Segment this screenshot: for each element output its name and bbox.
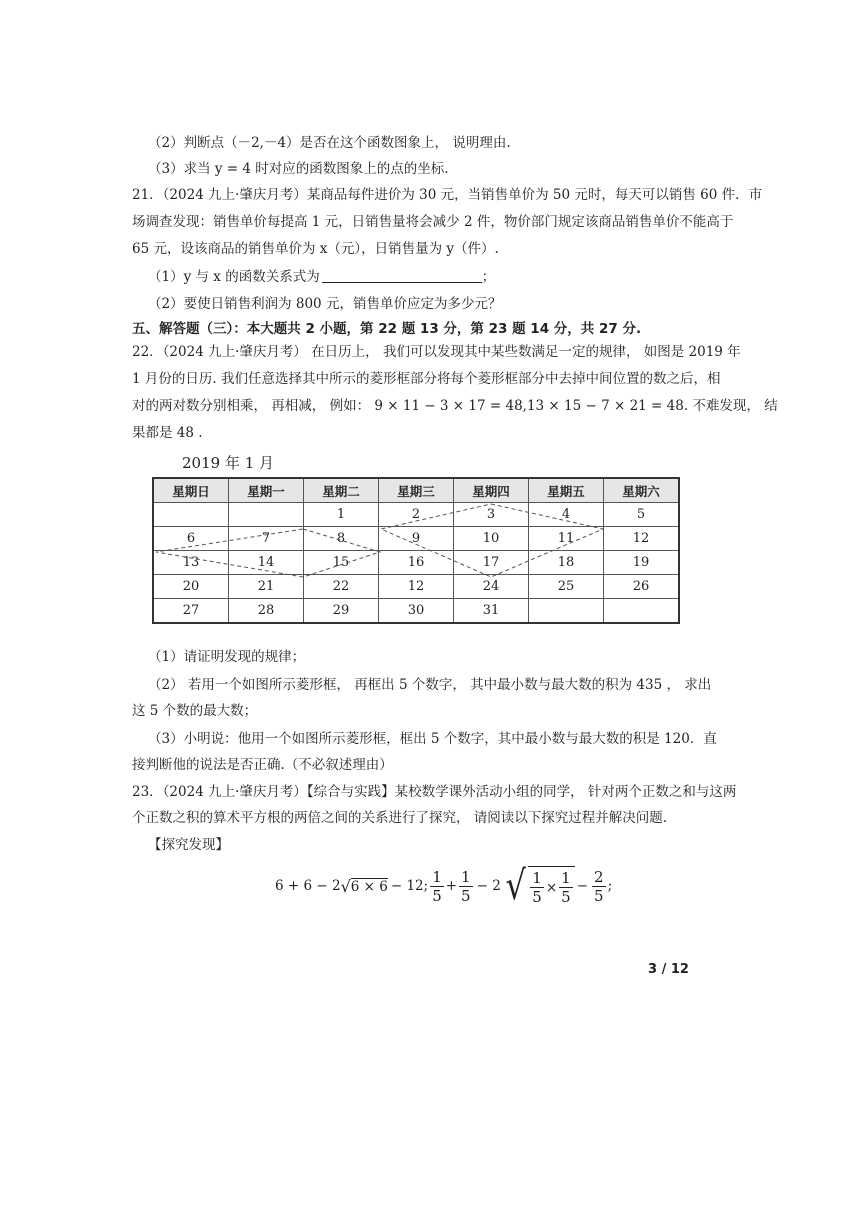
weekday-header: 星期四 <box>454 478 529 503</box>
calendar-cell <box>229 503 304 527</box>
calendar-cell: 13 <box>153 551 229 575</box>
denominator: 5 <box>461 886 471 905</box>
fraction <box>592 868 606 905</box>
calendar-week-row <box>153 551 679 575</box>
fraction <box>459 868 473 905</box>
formula-part: 6 + 6 − 2 <box>275 878 341 894</box>
weekday-header: 星期一 <box>229 478 304 503</box>
radical-sign: √ <box>505 863 526 909</box>
answer-blank <box>322 268 482 283</box>
weekday-header: 星期二 <box>304 478 379 503</box>
calendar-header-row <box>153 478 679 503</box>
calendar-cell: 29 <box>304 599 379 624</box>
q20-part3: （3）求当 y = 4 时对应的函数图象上的点的坐标. <box>148 161 449 177</box>
q21-part2: （2）要使日销售利润为 800 元，销售单价应定为多少元？ <box>148 296 502 312</box>
q20-part2: （2）判断点（－2,－4）是否在这个函数图象上， 说明理由. <box>148 135 511 151</box>
calendar-cell: 5 <box>604 503 680 527</box>
q22-part2-line1: （2） 若用一个如图所示菱形框， 再框出 5 个数字， 其中最小数与最大数的积为 435 ， 求出 <box>148 677 712 693</box>
q21-part1 <box>148 268 495 286</box>
sqrt-symbol: √ 6 × 6 <box>340 876 388 896</box>
formula-part: ; <box>607 878 613 894</box>
q22-line2: 1 月份的日历. 我们任意选择其中所示的菱形框部分将每个菱形框部分中去掉中间位置的数之后，相 <box>132 371 721 387</box>
calendar-cell: 3 <box>454 503 529 527</box>
calendar-week-row <box>153 599 679 624</box>
operator: − <box>576 878 589 894</box>
q21-part1-end: ； <box>481 269 496 285</box>
radicand <box>528 866 574 906</box>
sqrt-symbol <box>503 863 575 909</box>
calendar-cell: 4 <box>529 503 604 527</box>
q22-part2-line2: 这 5 个数的最大数； <box>132 703 258 719</box>
numerator: 1 <box>461 867 471 886</box>
denominator: 5 <box>532 888 542 906</box>
calendar-cell: 8 <box>304 527 379 551</box>
calendar-cell: 15 <box>304 551 379 575</box>
formula-part: − 12; <box>390 878 429 894</box>
calendar-cell: 27 <box>153 599 229 624</box>
calendar-cell: 30 <box>379 599 454 624</box>
radicand: 6 × 6 <box>350 878 388 895</box>
operator: + <box>445 878 458 894</box>
calendar-cell: 6 <box>153 527 229 551</box>
q22-part3-line2: 接判断他的说法是否正确.（不必叙述理由） <box>132 757 393 773</box>
calendar-cell: 17 <box>454 551 529 575</box>
denominator: 5 <box>432 886 442 905</box>
calendar-cell: 14 <box>229 551 304 575</box>
calendar-cell: 10 <box>454 527 529 551</box>
calendar-cell: 12 <box>379 575 454 599</box>
q21-line2: 场调查发现：销售单价每提高 1 元，日销售量将会减少 2 件，物价部门规定该商品销售单价不能高于 <box>132 214 734 230</box>
calendar-title: 2019 年 1 月 <box>182 454 275 472</box>
calendar-cell: 28 <box>229 599 304 624</box>
calendar-cell: 18 <box>529 551 604 575</box>
calendar-cell: 2 <box>379 503 454 527</box>
numerator: 1 <box>532 869 542 887</box>
q23-subheading: 【探究发现】 <box>148 837 229 853</box>
fraction <box>530 869 544 906</box>
calendar-cell <box>153 503 229 527</box>
denominator: 5 <box>561 888 571 906</box>
q22-line3: 对的两对数分别相乘， 再相减， 例如： 9 × 11 − 3 × 17 = 48,13 × 15 − 7 × 21 = 48. 不难发现， 结 <box>132 398 778 414</box>
calendar-cell <box>604 599 680 624</box>
calendar-cell: 24 <box>454 575 529 599</box>
q23-line1: 23．（2024 九上·肇庆月考）【综合与实践】某校数学课外活动小组的同学， 针对两个正数之和与这两 <box>132 784 737 800</box>
q21-line3: 65 元，设该商品的销售单价为 x（元），日销售量为 y（件）. <box>132 241 499 257</box>
numerator: 2 <box>594 867 604 886</box>
calendar-cell: 9 <box>379 527 454 551</box>
q23-line2: 个正数之积的算术平方根的两倍之间的关系进行了探究， 请阅读以下探究过程并解决问题. <box>132 810 668 826</box>
q21-part1-text: （1）y 与 x 的函数关系式为 <box>148 269 320 285</box>
q22-part3-line1: （3）小明说：他用一个如图所示菱形框，框出 5 个数字，其中最小数与最大数的积是 120．直 <box>148 731 717 747</box>
numerator: 1 <box>432 867 442 886</box>
q22-line4: 果都是 48 . <box>132 425 203 441</box>
calendar-cell: 20 <box>153 575 229 599</box>
page-number: 3 / 12 <box>648 962 689 977</box>
calendar-table <box>152 477 680 624</box>
denominator: 5 <box>594 886 604 905</box>
calendar-week-row <box>153 503 679 527</box>
example-formula <box>275 863 613 909</box>
calendar-cell: 16 <box>379 551 454 575</box>
fraction <box>559 869 573 906</box>
weekday-header: 星期日 <box>153 478 229 503</box>
q22-part1: （1）请证明发现的规律； <box>148 649 306 665</box>
calendar-cell: 31 <box>454 599 529 624</box>
calendar-cell: 19 <box>604 551 680 575</box>
calendar-cell: 7 <box>229 527 304 551</box>
q21-line1: 21．（2024 九上·肇庆月考）某商品每件进价为 30 元，当销售单价为 50 元时，每天可以销售 60 件．市 <box>132 187 763 203</box>
calendar-week-row <box>153 575 679 599</box>
calendar-cell: 12 <box>604 527 680 551</box>
calendar-cell: 21 <box>229 575 304 599</box>
weekday-header: 星期五 <box>529 478 604 503</box>
operator: × <box>545 879 558 896</box>
calendar-cell <box>529 599 604 624</box>
q22-line1: 22．（2024 九上·肇庆月考） 在日历上， 我们可以发现其中某些数满足一定的规律， 如图是 2019 年 <box>132 344 741 360</box>
section-heading: 五、解答题（三）：本大题共 2 小题，第 22 题 13 分，第 23 题 14 分，共 27 分. <box>132 321 642 337</box>
calendar-week-row <box>153 527 679 551</box>
weekday-header: 星期三 <box>379 478 454 503</box>
operator: − 2 <box>476 878 501 894</box>
fraction <box>430 868 444 905</box>
calendar-cell: 26 <box>604 575 680 599</box>
numerator: 1 <box>561 869 571 887</box>
calendar-cell: 1 <box>304 503 379 527</box>
calendar-cell: 11 <box>529 527 604 551</box>
calendar-cell: 25 <box>529 575 604 599</box>
weekday-header: 星期六 <box>604 478 680 503</box>
calendar-cell: 22 <box>304 575 379 599</box>
